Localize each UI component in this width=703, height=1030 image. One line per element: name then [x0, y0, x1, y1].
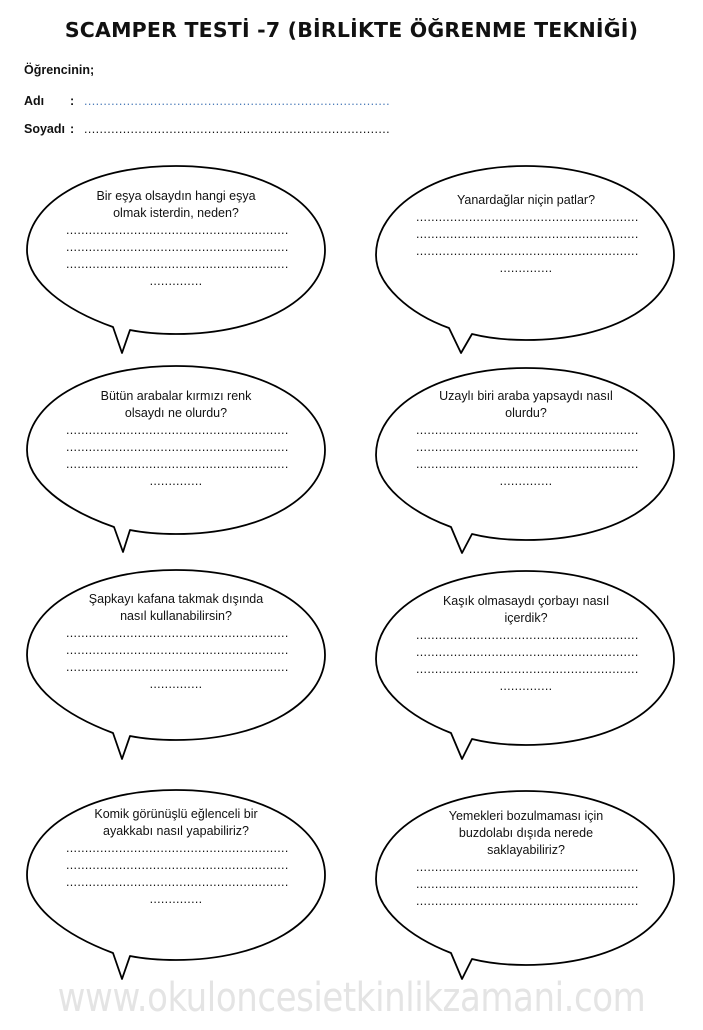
answer-line-short[interactable]: ..............	[149, 474, 203, 488]
page-title: SCAMPER TESTİ -7 (BİRLİKTE ÖĞRENME TEKNİĞİ)	[64, 18, 639, 42]
question-4-line-2: olurdu?	[505, 406, 547, 420]
watermark-url: www.okuloncesietkinlikzamani.com	[57, 975, 646, 1021]
answer-line[interactable]: ...........................................................	[416, 210, 639, 224]
answer-line[interactable]: ...........................................................	[416, 894, 639, 908]
bubble-1-content	[66, 188, 289, 290]
answer-line[interactable]: ...........................................................	[416, 877, 639, 891]
answer-line[interactable]: ...........................................................	[66, 841, 289, 855]
question-6-line-2: içerdik?	[504, 611, 548, 625]
name-field[interactable]: ...............................................................................	[84, 94, 390, 108]
bubble-6-content	[416, 593, 639, 695]
question-2-line-1: Yanardağlar niçin patlar?	[456, 193, 596, 207]
question-8-line-3: saklayabiliriz?	[487, 843, 565, 857]
answer-line[interactable]: ...........................................................	[66, 440, 289, 454]
question-3-line-1: Bütün arabalar kırmızı renk	[100, 389, 252, 403]
answer-line[interactable]: ...........................................................	[416, 662, 639, 676]
question-1-line-1: Bir eşya olsaydın hangi eşya	[96, 189, 256, 203]
question-5-line-1: Şapkayı kafana takmak dışında	[88, 592, 264, 606]
answer-line[interactable]: ...........................................................	[416, 244, 639, 258]
answer-line-short[interactable]: ..............	[499, 474, 553, 488]
answer-line-short[interactable]: ..............	[149, 892, 203, 906]
bubble-7-content	[66, 806, 289, 908]
answer-line-short[interactable]: ..............	[149, 274, 203, 288]
answer-line[interactable]: ...........................................................	[66, 643, 289, 657]
name-label: Adı	[24, 94, 45, 108]
answer-line-short[interactable]: ..............	[499, 679, 553, 693]
question-1-line-2: olmak isterdin, neden?	[113, 206, 239, 220]
answer-line[interactable]: ...........................................................	[416, 645, 639, 659]
bubble-8-content	[416, 808, 639, 910]
answer-line[interactable]: ...........................................................	[66, 626, 289, 640]
bubble-2-content	[416, 192, 639, 277]
surname-label: Soyadı	[24, 122, 65, 136]
answer-line[interactable]: ...........................................................	[416, 628, 639, 642]
answer-line[interactable]: ...........................................................	[66, 240, 289, 254]
answer-line[interactable]: ...........................................................	[66, 257, 289, 271]
question-6-line-1: Kaşık olmasaydı çorbayı nasıl	[442, 594, 610, 608]
answer-line[interactable]: ...........................................................	[66, 875, 289, 889]
surname-colon: :	[70, 122, 75, 136]
question-5-line-2: nasıl kullanabilirsin?	[120, 609, 232, 623]
answer-line[interactable]: ...........................................................	[416, 227, 639, 241]
answer-line[interactable]: ...........................................................	[416, 457, 639, 471]
question-8-line-2: buzdolabı dışıda nerede	[458, 826, 594, 840]
bubble-3-content	[66, 388, 289, 490]
question-3-line-2: olsaydı ne olurdu?	[124, 406, 228, 420]
question-7-line-1: Komik görünüşlü eğlenceli bir	[94, 807, 258, 821]
answer-line[interactable]: ...........................................................	[416, 423, 639, 437]
answer-line[interactable]: ...........................................................	[66, 457, 289, 471]
answer-line[interactable]: ...........................................................	[66, 223, 289, 237]
answer-line[interactable]: ...........................................................	[66, 423, 289, 437]
student-info-header: Öğrencinin;	[24, 63, 95, 77]
answer-line-short[interactable]: ..............	[149, 677, 203, 691]
question-4-line-1: Uzaylı biri araba yapsaydı nasıl	[439, 389, 613, 403]
bubble-4-content	[416, 388, 639, 490]
bubble-5-content	[66, 591, 289, 693]
answer-line[interactable]: ...........................................................	[416, 440, 639, 454]
answer-line-short[interactable]: ..............	[499, 261, 553, 275]
surname-field[interactable]: ...............................................................................	[84, 122, 390, 136]
answer-line[interactable]: ...........................................................	[66, 660, 289, 674]
answer-line[interactable]: ...........................................................	[416, 860, 639, 874]
answer-line[interactable]: ...........................................................	[66, 858, 289, 872]
question-8-line-1: Yemekleri bozulmaması için	[448, 809, 604, 823]
name-colon: :	[70, 94, 75, 108]
question-7-line-2: ayakkabı nasıl yapabiliriz?	[103, 824, 249, 838]
